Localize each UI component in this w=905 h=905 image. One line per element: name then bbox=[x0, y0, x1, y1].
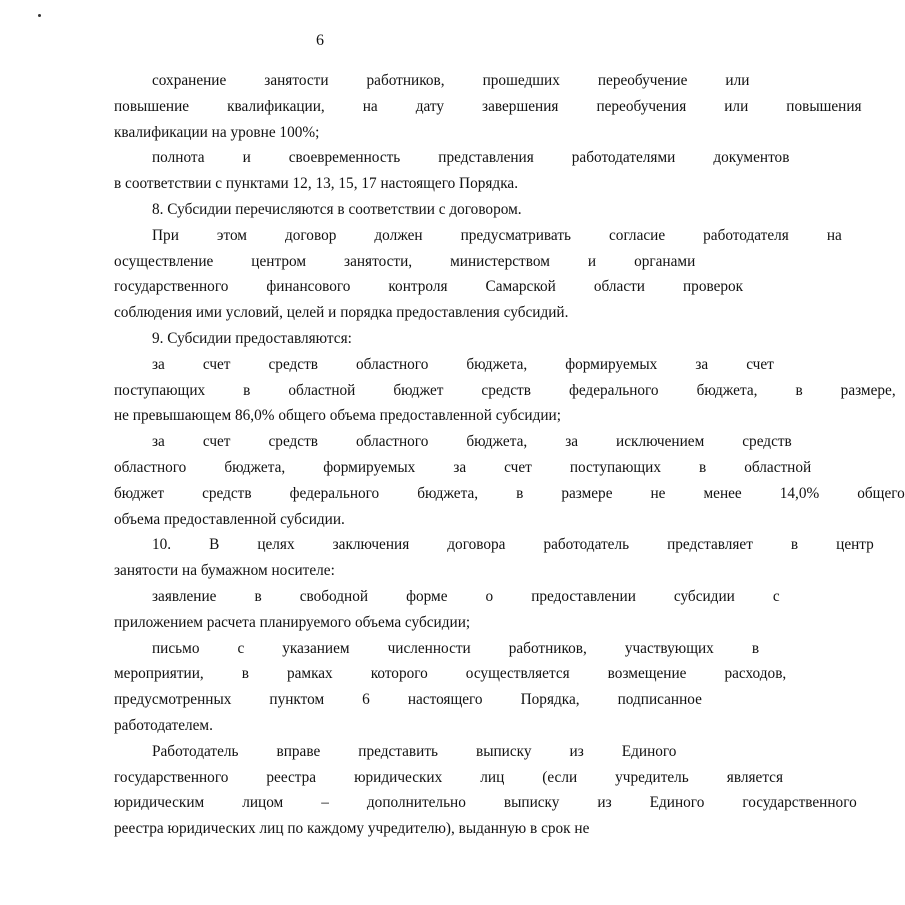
text-line: реестра юридических лиц по каждому учредителю), выданную в срок не bbox=[114, 820, 590, 838]
paragraph bbox=[76, 532, 874, 584]
page-number: 6 bbox=[316, 32, 324, 49]
paragraph bbox=[76, 584, 780, 636]
text-line: государственного финансового контроля Самарской области проверок bbox=[114, 278, 744, 296]
text-line: работодателем. bbox=[114, 716, 213, 734]
paragraph bbox=[76, 197, 562, 223]
text-line: приложением расчета планируемого объема субсидии; bbox=[114, 613, 471, 631]
text-line: объема предоставленной субсидии. bbox=[114, 510, 345, 528]
text-line: письмо с указанием численности работников, участвующих в bbox=[152, 639, 760, 657]
text-line: соблюдения ими условий, целей и порядка предоставления субсидий. bbox=[114, 304, 569, 322]
text-line: мероприятии, в рамках которого осуществляется возмещение расходов, bbox=[114, 665, 787, 683]
text-line: сохранение занятости работников, прошедших переобучение или bbox=[152, 72, 750, 89]
text-line: в соответствии с пунктами 12, 13, 15, 17 настоящего Порядка. bbox=[114, 175, 519, 193]
paragraph bbox=[76, 636, 787, 739]
paragraph bbox=[76, 68, 862, 145]
text-line: 9. Субсидии предоставляются: bbox=[152, 329, 352, 347]
text-line: осуществление центром занятости, министерством и органами bbox=[114, 252, 696, 270]
paragraph bbox=[76, 429, 905, 532]
text-line: не превышающем 86,0% общего объема предоставленной субсидии; bbox=[114, 407, 561, 425]
text-line: поступающих в областной бюджет средств федерального бюджета, в размере, bbox=[114, 381, 896, 399]
text-line: предусмотренных пунктом 6 настоящего Порядка, подписанное bbox=[114, 691, 702, 709]
text-line: за счет средств областного бюджета, за исключением средств bbox=[152, 433, 792, 451]
text-line: квалификации на уровне 100%; bbox=[114, 123, 320, 141]
text-line: за счет средств областного бюджета, формируемых за счет bbox=[152, 355, 774, 373]
text-line: бюджет средств федерального бюджета, в размере не менее 14,0% общего bbox=[114, 484, 905, 502]
paragraph bbox=[76, 145, 790, 197]
text-line: Работодатель вправе представить выписку из Единого bbox=[152, 742, 677, 760]
text-line: полнота и своевременность представления работодателями документов bbox=[152, 149, 790, 167]
text-line: 10. В целях заключения договора работодатель представляет в центр bbox=[152, 536, 874, 554]
text-line: повышение квалификации, на дату завершения переобучения или повышения bbox=[114, 97, 862, 115]
text-line: занятости на бумажном носителе: bbox=[114, 562, 335, 580]
text-line: областного бюджета, формируемых за счет поступающих в областной bbox=[114, 458, 812, 476]
text-line: государственного реестра юридических лиц (если учредитель является bbox=[114, 768, 784, 786]
text-line: 8. Субсидии перечисляются в соответствии с договором. bbox=[152, 200, 522, 218]
paragraph bbox=[76, 739, 857, 842]
paragraph bbox=[76, 223, 842, 326]
paragraph bbox=[76, 326, 562, 352]
text-line: заявление в свободной форме о предоставлении субсидии с bbox=[152, 587, 780, 605]
document-body bbox=[76, 68, 905, 842]
paragraph bbox=[76, 352, 896, 429]
text-line: юридическим лицом – дополнительно выписку из Единого государственного bbox=[114, 794, 857, 812]
text-line: При этом договор должен предусматривать согласие работодателя на bbox=[152, 226, 842, 244]
scan-speck bbox=[38, 14, 41, 17]
